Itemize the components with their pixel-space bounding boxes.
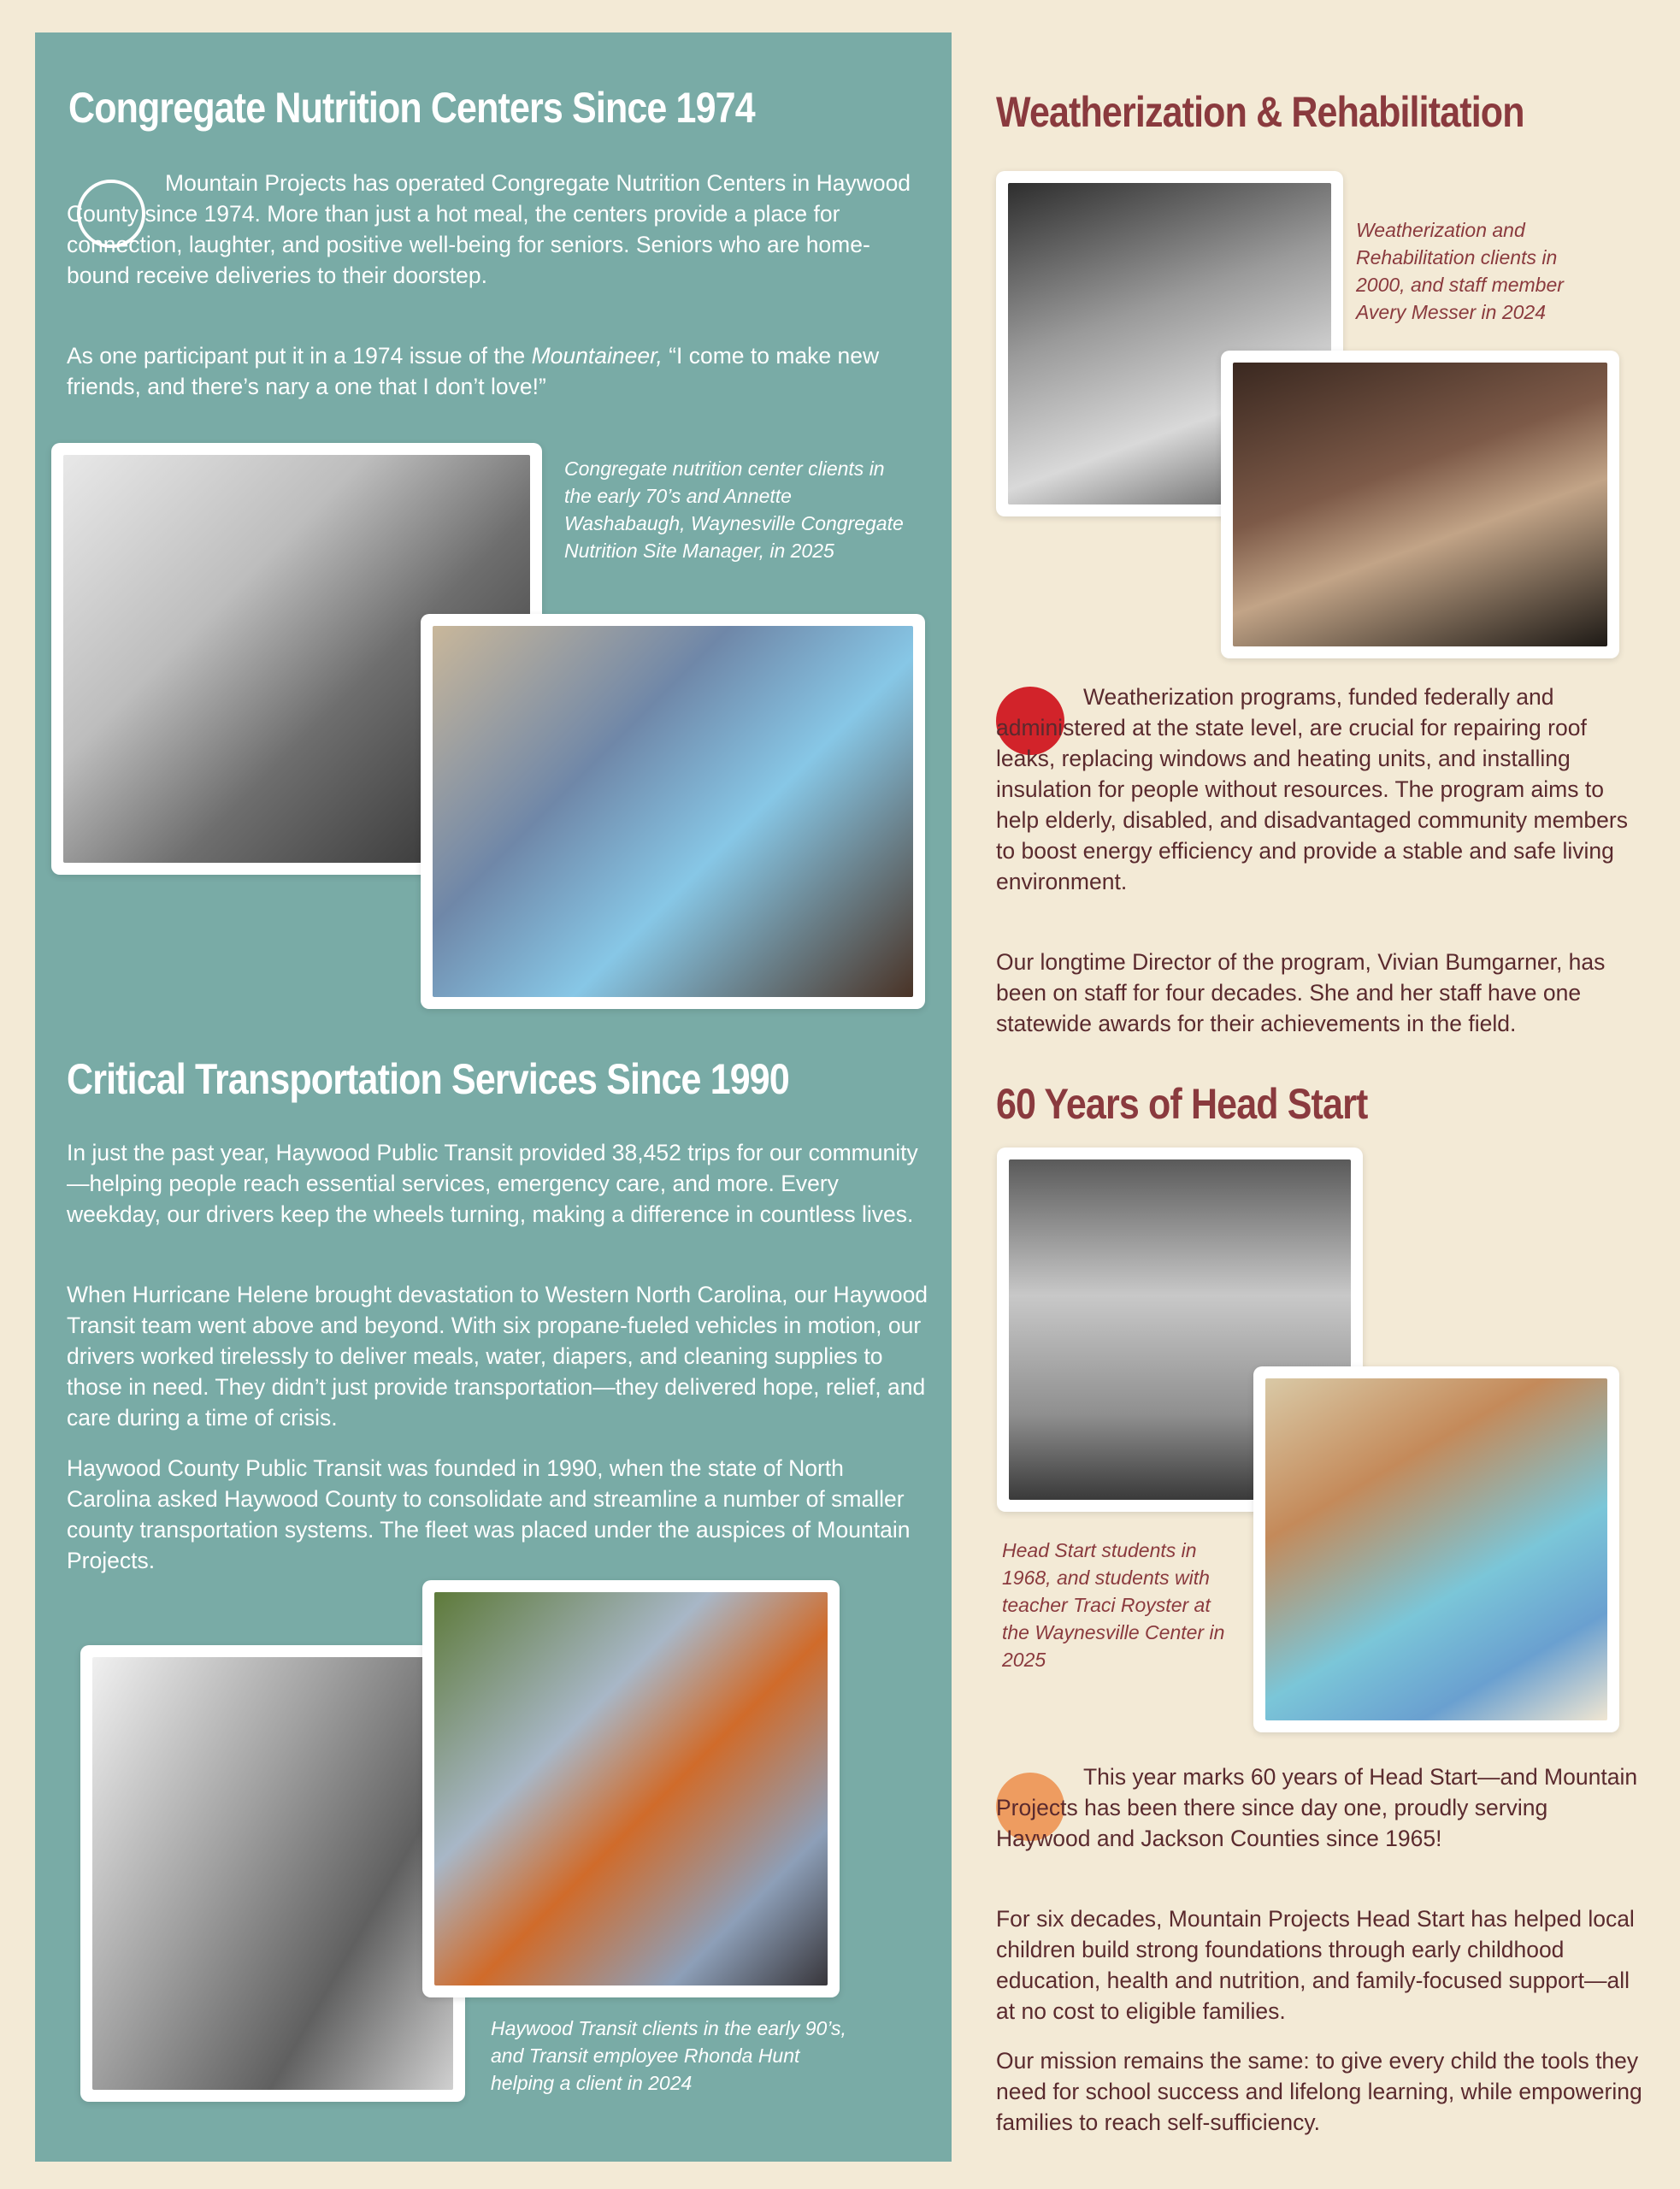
transportation-para-3: Haywood County Public Transit was founded in 1990, when the state of North Carolina asked Haywood County to consolidate and streamline a number of smaller county transportation systems. The fleet was placed under the auspices of Mountain Projects. [67, 1455, 911, 1573]
transportation-para-1: In just the past year, Haywood Public Transit provided 38,452 trips for our community—helping people reach essential services, emergency care, and more. Every weekday, our drivers keep the wheels turning, making a difference in countless lives. [67, 1140, 918, 1227]
congregate-para-2-suffix: “I come to make new friends, and there’s nary a one that I don’t love!” [67, 343, 880, 399]
transportation-caption: Haywood Transit clients in the early 90’s, and Transit employee Rhonda Hunt helping a client in 2024 [491, 2017, 846, 2094]
transportation-para-2: When Hurricane Helene brought devastation to Western North Carolina, our Haywood Transit team went above and beyond. With six propane-fueled vehicles in motion, our drivers worked tirelessly to deliver meals, water, diapers, and cleaning supplies to those in need. They didn’t just provide transportation—they delivered hope, relief, and care during a time of crisis. [67, 1282, 928, 1431]
headstart-caption: Head Start students in 1968, and students with teacher Traci Royster at the Waynesville Center in 2025 [1002, 1539, 1225, 1671]
congregate-para-2 [67, 340, 913, 402]
transit-photo-1990s-image [92, 1657, 453, 2090]
weatherization-heading: Weatherization & Rehabilitation [996, 88, 1524, 136]
weatherization-photo-2024-image [1233, 363, 1607, 646]
headstart-para-1: This year marks 60 years of Head Start—and Mountain Projects has been there since day one, proudly serving Haywood and Jackson Counties since 1965! [996, 1764, 1638, 1851]
congregate-para-2-prefix: As one participant put it in a 1974 issue of the [67, 343, 532, 369]
weatherization-para-1: Weatherization programs, funded federally and administered at the state level, are crucial for repairing roof leaks, replacing windows and heating units, and installing insulation for people without resources. The program aims to help elderly, disabled, and disadvantaged community members to boost energy efficiency and provide a stable and safe living environment. [996, 684, 1628, 894]
headstart-heading: 60 Years of Head Start [996, 1080, 1368, 1128]
headstart-photo-2025 [1253, 1366, 1619, 1732]
headstart-photo-2025-image [1265, 1378, 1607, 1720]
congregate-para-1: Mountain Projects has operated Congregate Nutrition Centers in Haywood County since 1974. More than just a hot meal, the centers provide a place for connection, laughter, and positive well-being for seniors. Seniors who are home-bound receive deliveries to their doorstep. [67, 170, 911, 288]
congregate-photo-2025 [421, 614, 925, 1009]
headstart-para-2: For six decades, Mountain Projects Head Start has helped local children build strong foundations through early childhood education, health and nutrition, and family-focused support—all at no cost to eligible families. [996, 1906, 1635, 2024]
weatherization-photo-2024 [1221, 351, 1619, 658]
transit-photo-2024 [422, 1580, 840, 1997]
mountaineer-publication: Mountaineer, [531, 343, 663, 369]
weatherization-para-2: Our longtime Director of the program, Vivian Bumgarner, has been on staff for four decades. She and her staff have one statewide awards for their achievements in the field. [996, 949, 1606, 1036]
transportation-heading: Critical Transportation Services Since 1990 [67, 1055, 789, 1103]
congregate-photo-2025-image [433, 626, 913, 997]
weatherization-caption: Weatherization and Rehabilitation clients in 2000, and staff member Avery Messer in 2024 [1356, 219, 1564, 323]
transit-photo-2024-image [434, 1592, 828, 1985]
congregate-caption: Congregate nutrition center clients in the early 70’s and Annette Washabaugh, Waynesville Congregate Nutrition Site Manager, in 2025 [564, 457, 904, 562]
congregate-heading: Congregate Nutrition Centers Since 1974 [68, 84, 755, 132]
headstart-para-3: Our mission remains the same: to give every child the tools they need for school success and lifelong learning, while empowering families to reach self-sufficiency. [996, 2048, 1642, 2135]
transit-photo-1990s [80, 1645, 465, 2102]
